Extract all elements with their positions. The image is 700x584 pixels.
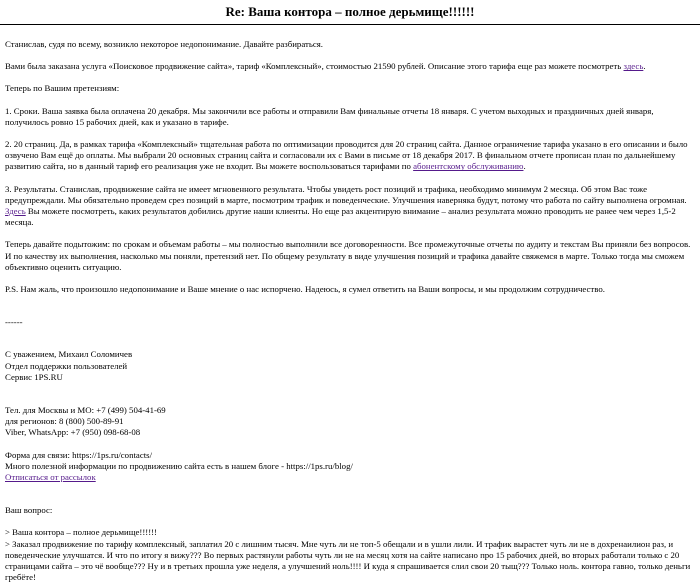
point-2-end: . [523,161,526,172]
signature-department: Отдел поддержки пользователей [5,360,128,371]
phone-regions: для регионов: 8 (800) 500-89-91 [5,416,124,427]
subscription-service-link[interactable]: абонентскому обслуживанию [413,161,524,172]
signature-company: Сервис 1PS.RU [5,371,63,382]
contact-form-line: Форма для связи: https://1ps.ru/contacts/ [5,449,153,460]
blog-line: Много полезной информации по продвижению сайта есть в нашем блоге - https://1ps.ru/blog/ [5,460,353,471]
quote-line-body: > Заказал продвижение по тарифу комплексный, заплатил 20 с лишним тысяч. Мне чуть ли не топ-5 обещали и в ушли лили. И трафик выраcтет чуть ли не в дохренаилион раз, и поведенческие улучшатся. И что по итогу я вижу??? Во первых растянули работы чуть ли не на месяц хотя на сайте написано про 15 рабочих дней, во вторых работали только с 20 страницами сайта – это чё вообще??? Ну и в третьих прошла уже неделя, а улучшений ноль!!!! И куда я спрашивается слил свои 20 тыщ??? Только ноль. контора гавно, только деньги гребёте! [5,538,691,583]
phone-messengers: Viber, WhatsApp: +7 (950) 098-68-08 [5,427,141,438]
service-order-text: Вами была заказана услуга «Поисковое продвижение сайта», тариф «Комплексный», стоимостью 21590 рублей. Описание этого тарифа еще раз можете посмотреть [5,61,622,72]
greeting: Станислав, судя по всему, возникло некоторое недопонимание. Давайте разбираться. [5,39,324,49]
tariff-description-link[interactable]: здесь [623,61,644,72]
service-order-end: . [643,61,646,72]
unsubscribe-link[interactable]: Отписаться от рассылок [5,472,96,483]
email-subject: Re: Ваша контора – полное дерьмище!!!!!! [0,0,700,25]
point-3-text: 3. Результаты. Станислав, продвижение сайта не имеет мгновенного результата. Чтобы увидеть рост позиций и трафика, необходимо минимум 2 месяца. Об этом Вас тоже предупреждали. Мы обязательно проведем срез позиций в марте, посмотрим трафик и поведенческие. Улучшения наверняка будут, потому что работа по сайту выполнена огромная. [5,183,687,205]
phone-moscow: Тел. для Москвы и МО: +7 (499) 504-41-69 [5,405,166,416]
postscript: P.S. Нам жаль, что произошло недопонимание и Ваше мнение о нас испорчено. Надеюсь, я сумел ответить на Ваши вопросы, и мы продолжим сотрудничество. [5,284,605,295]
claims-intro: Теперь по Вашим претензиям: [5,83,120,94]
point-3-end: Вы можете посмотреть, каких результатов добились другие наши клиенты. Но еще раз акцентирую внимание – анализ результата можно проводить не ранее чем через 1,5-2 месяца. [5,206,676,228]
quote-intro: Ваш вопрос: [5,505,53,516]
service-order-paragraph [5,61,696,72]
point-2-pages [5,139,696,173]
quote-line-subject: > Ваша контора – полное дерьмище!!!!!! [5,527,157,538]
point-2-text: 2. 20 страниц. Да, в рамках тарифа «Комплексный» тщательная работа по оптимизации проводится для 20 страниц сайта. Данное ограничение тарифа указано в его описании и было озвучено Вам ещё до оплаты. Мы выбрали 20 основных страниц сайта и согласовали их с Вами в письме от 18 декабря 2017. В финальном отчете прописан план по дальнейшему развитию сайта, но в данный тариф его реализация уже не входит. Вы можете воспользоваться тарифами по [5,139,688,172]
summary-paragraph: Теперь давайте подытожим: по срокам и объемам работы – мы полностью выполнили все договоренности. Все промежуточные отчеты по аудиту и текстам Вы приняли без вопросов. И по качеству их выполнения, насколько мы поняли, претензий нет. По общему результату в виде улучшения позиций и трафика давайте свяжемся в марте. Только тогда мы сможем объективно оценить ситуацию. [5,239,691,272]
signature-regards: С уважением, Михаил Соломичев [5,349,133,360]
point-1-deadlines: 1. Сроки. Ваша заявка была оплачена 20 декабря. Мы закончили все работы и отправили Вам финальные отчеты 18 января. С учетом выходных и праздничных дней января, получилось ровно 15 рабочих дней, как и указано в тарифе. [5,105,654,127]
signature-separator: ------ [5,317,23,328]
email-body [0,39,700,584]
point-3-results [5,184,696,229]
client-results-link[interactable]: Здесь [5,206,26,217]
